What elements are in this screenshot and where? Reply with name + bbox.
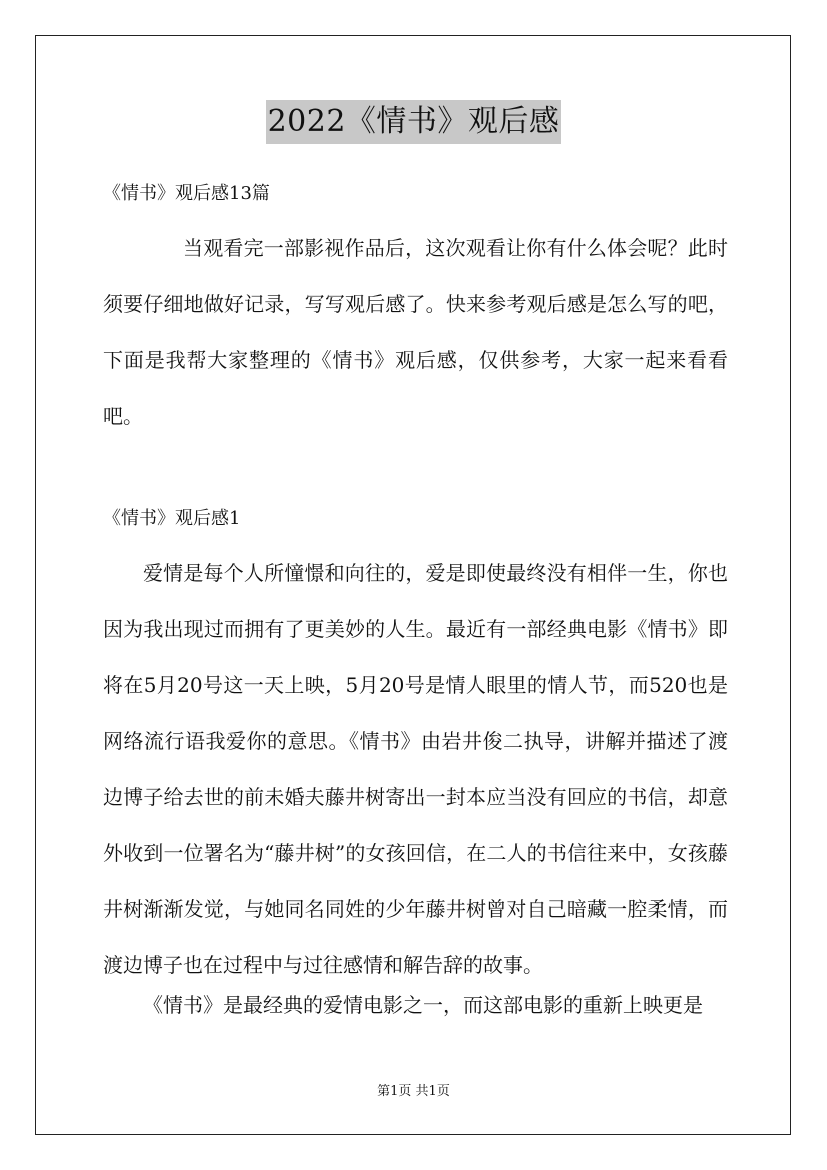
document-title-wrapper (0, 100, 827, 144)
document-subtitle: 《情书》观后感13篇 (103, 183, 270, 204)
page-number-footer: 第1页 共1页 (377, 1084, 450, 1099)
section-paragraph-1: 爱情是每个人所憧憬和向往的，爱是即使最终没有相伴一生，你也因为我出现过而拥有了更美妙的人生。最近有一部经典电影《情书》即将在5月20号这一天上映，5月20号是情人眼里的情人节，而520也是网络流行语我爱你的意思。《情书》由岩井俊二执导，讲解并描述了渡边博子给去世的前未婚夫藤井树寄出一封本应当没有回应的书信，却意外收到一位署名为“藤井树”的女孩回信，在二人的书信往来中，女孩藤井树渐渐发觉，与她同名同姓的少年藤井树曾对自己暗藏一腔柔情，而渡边博子也在过程中与过往感情和解告辞的故事。 (103, 561, 728, 977)
document-title: 2022《情书》观后感 (266, 100, 562, 144)
section-paragraph-2: 《情书》是最经典的爱情电影之一，而这部电影的重新上映更是 (143, 993, 703, 1017)
section-heading: 《情书》观后感1 (103, 508, 241, 529)
intro-paragraph: 当观看完一部影视作品后，这次观看让你有什么体会呢？此时须要仔细地做好记录，写写观后感了。快来参考观后感是怎么写的吧，下面是我帮大家整理的《情书》观后感，仅供参考，大家一起来看看吧。 (103, 236, 728, 428)
